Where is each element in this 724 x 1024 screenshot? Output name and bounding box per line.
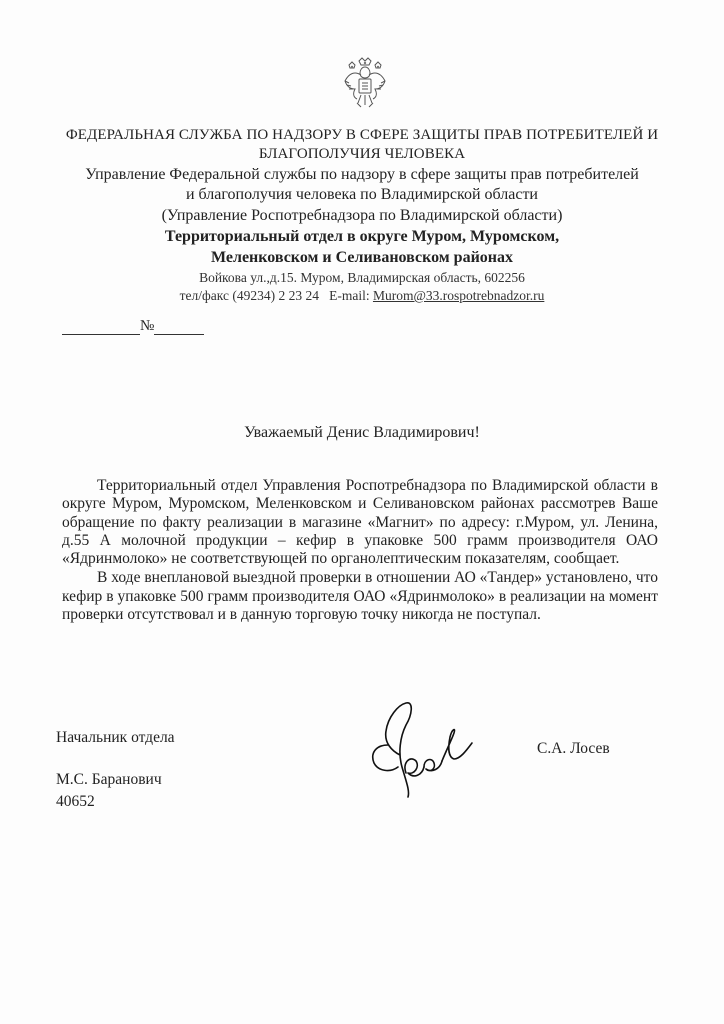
reference-date-blank: [62, 320, 140, 335]
greeting: Уважаемый Денис Владимирович!: [244, 424, 480, 441]
executor-name: М.С. Баранович: [56, 771, 162, 788]
executor-phone: 40652: [56, 793, 95, 810]
reference-line: [62, 318, 204, 335]
paragraph-2: В ходе внеплановой выездной проверки в отношении АО «Тандер» установлено, что кефир в упаковке 500 грамм производителя ОАО «Ядринмолоко» в реализации на момент проверки отсутствовал и в данную торговую точку никогда не поступал.: [62, 569, 658, 624]
handwritten-signature: [362, 693, 477, 803]
department-name-line2: и благополучия человека по Владимирской области: [185, 186, 538, 203]
coat-of-arms-emblem: [339, 55, 391, 111]
email-link[interactable]: Murom@33.rospotrebnadzor.ru: [372, 288, 545, 303]
office-name-line2: Меленковском и Селивановском районах: [210, 249, 514, 266]
agency-name-line1: ФЕДЕРАЛЬНАЯ СЛУЖБА ПО НАДЗОРУ В СФЕРЕ ЗАЩИТЫ ПРАВ ПОТРЕБИТЕЛЕЙ И: [65, 127, 659, 143]
department-name-line1: Управление Федеральной службы по надзору в сфере защиты прав потребителей: [85, 166, 639, 183]
office-phone: тел/факс (49234) 2 23 24: [179, 288, 319, 303]
reference-number-blank: [154, 320, 204, 335]
office-contacts: [0, 288, 724, 304]
letter-body: [62, 477, 658, 624]
department-name-line3: (Управление Роспотребнадзора по Владимирской области): [161, 207, 563, 224]
office-name-line1: Территориальный отдел в округе Муром, Муромском,: [164, 228, 560, 245]
paragraph-1: Территориальный отдел Управления Роспотребнадзора по Владимирской области в округе Муром, Муромском, Меленковском и Селивановском районах рассмотрев Ваше обращение по факту реализации в магазине «Магнит» по адресу: г.Муром, ул. Ленина, д.55 А молочной продукции – кефир в упаковке 500 грамм производителя ОАО «Ядринмолоко» не соответствующей по органолептическим показателям, сообщает.: [62, 477, 658, 568]
signer-title: Начальник отдела: [56, 729, 175, 746]
signer-name: С.А. Лосев: [537, 740, 610, 757]
office-address: Войкова ул.,д.15. Муром, Владимирская область, 602256: [199, 270, 525, 285]
email-label: E-mail:: [329, 288, 370, 303]
agency-name-line2: БЛАГОПОЛУЧИЯ ЧЕЛОВЕКА: [258, 146, 466, 162]
reference-number-sign: №: [140, 318, 155, 334]
